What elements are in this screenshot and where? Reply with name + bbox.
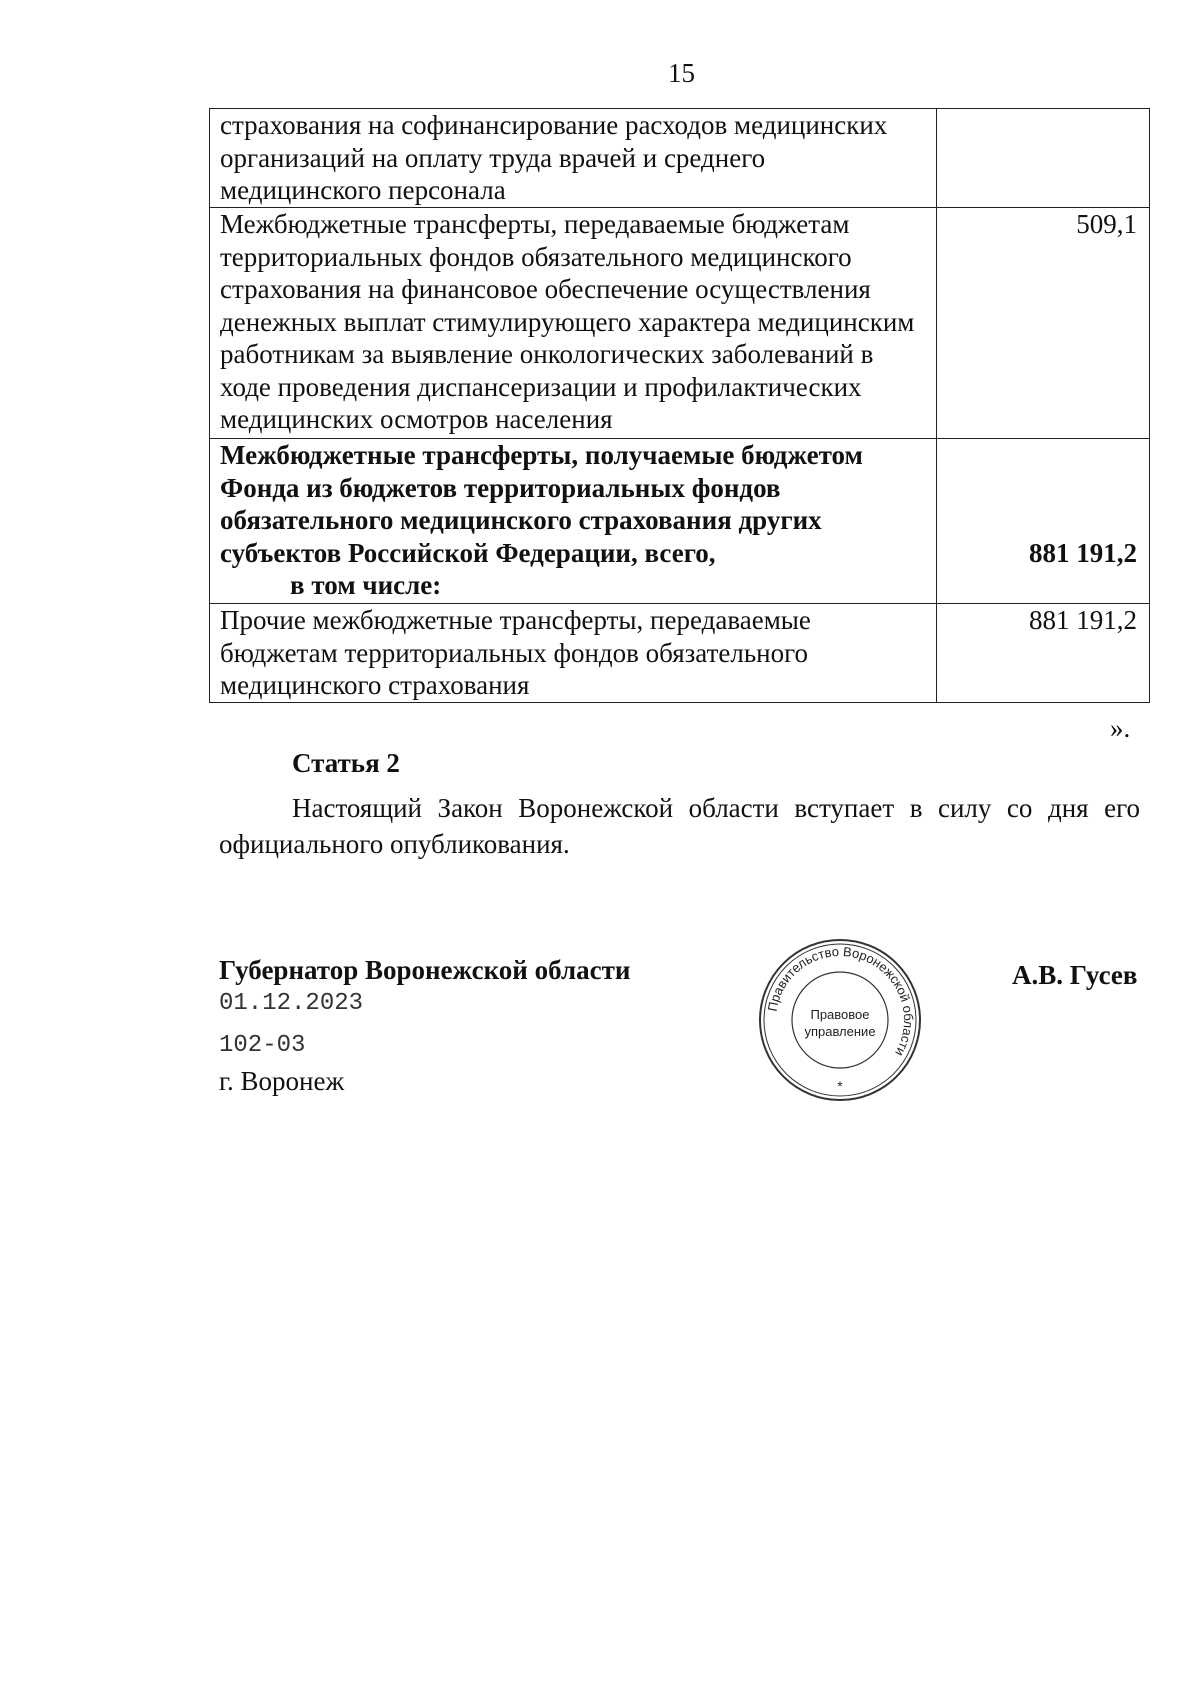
article-heading: Статья 2 — [292, 748, 400, 778]
row-description-main: Межбюджетные трансферты, получаемые бюджетом Фонда из бюджетов территориальных фондов обязательного медицинского страхования других субъектов Российской Федерации, всего, — [220, 440, 863, 568]
row-description: Прочие межбюджетные трансферты, передаваемые бюджетам территориальных фондов обязательного медицинского страхования — [210, 604, 937, 703]
signing-city: г. Воронеж — [219, 1066, 345, 1096]
seal-outer-text: Правительство Воронежской области — [764, 943, 917, 1059]
table-row-total — [210, 439, 1150, 604]
table-row — [210, 604, 1150, 703]
table-row — [210, 109, 1150, 208]
row-description: Межбюджетные трансферты, передаваемые бюджетам территориальных фондов обязательного медицинского страхования на финансовое обеспечение осуществления денежных выплат стимулирующего характера медицинским работникам за выявление онкологических заболеваний в ходе проведения диспансеризации и профилактических медицинских осмотров населения — [210, 208, 937, 439]
law-number: 102-03 — [219, 1032, 306, 1059]
row-description-sub: в том числе: — [290, 570, 442, 600]
row-amount: 509,1 — [937, 208, 1150, 439]
row-amount: 881 191,2 — [937, 439, 1150, 604]
seal-star: * — [837, 1078, 843, 1094]
official-seal — [757, 937, 923, 1103]
governor-title: Губернатор Воронежской области — [219, 955, 631, 985]
row-description — [210, 439, 937, 604]
row-amount — [937, 109, 1150, 208]
row-description: страхования на софинансирование расходов медицинских организаций на оплату труда врачей и среднего медицинского персонала — [210, 109, 937, 208]
seal-inner-line2: управление — [804, 1024, 876, 1039]
row-amount: 881 191,2 — [937, 604, 1150, 703]
signer-name: А.В. Гусев — [1012, 960, 1138, 990]
seal-inner-line1: Правовое — [810, 1007, 870, 1022]
signing-date: 01.12.2023 — [219, 990, 364, 1017]
budget-table — [209, 108, 1150, 703]
closing-quote: ». — [1110, 713, 1131, 743]
article-text: Настоящий Закон Воронежской области вступает в силу со дня его официального опубликования. — [219, 793, 1140, 859]
table-row — [210, 208, 1150, 439]
page-number: 15 — [668, 58, 695, 88]
